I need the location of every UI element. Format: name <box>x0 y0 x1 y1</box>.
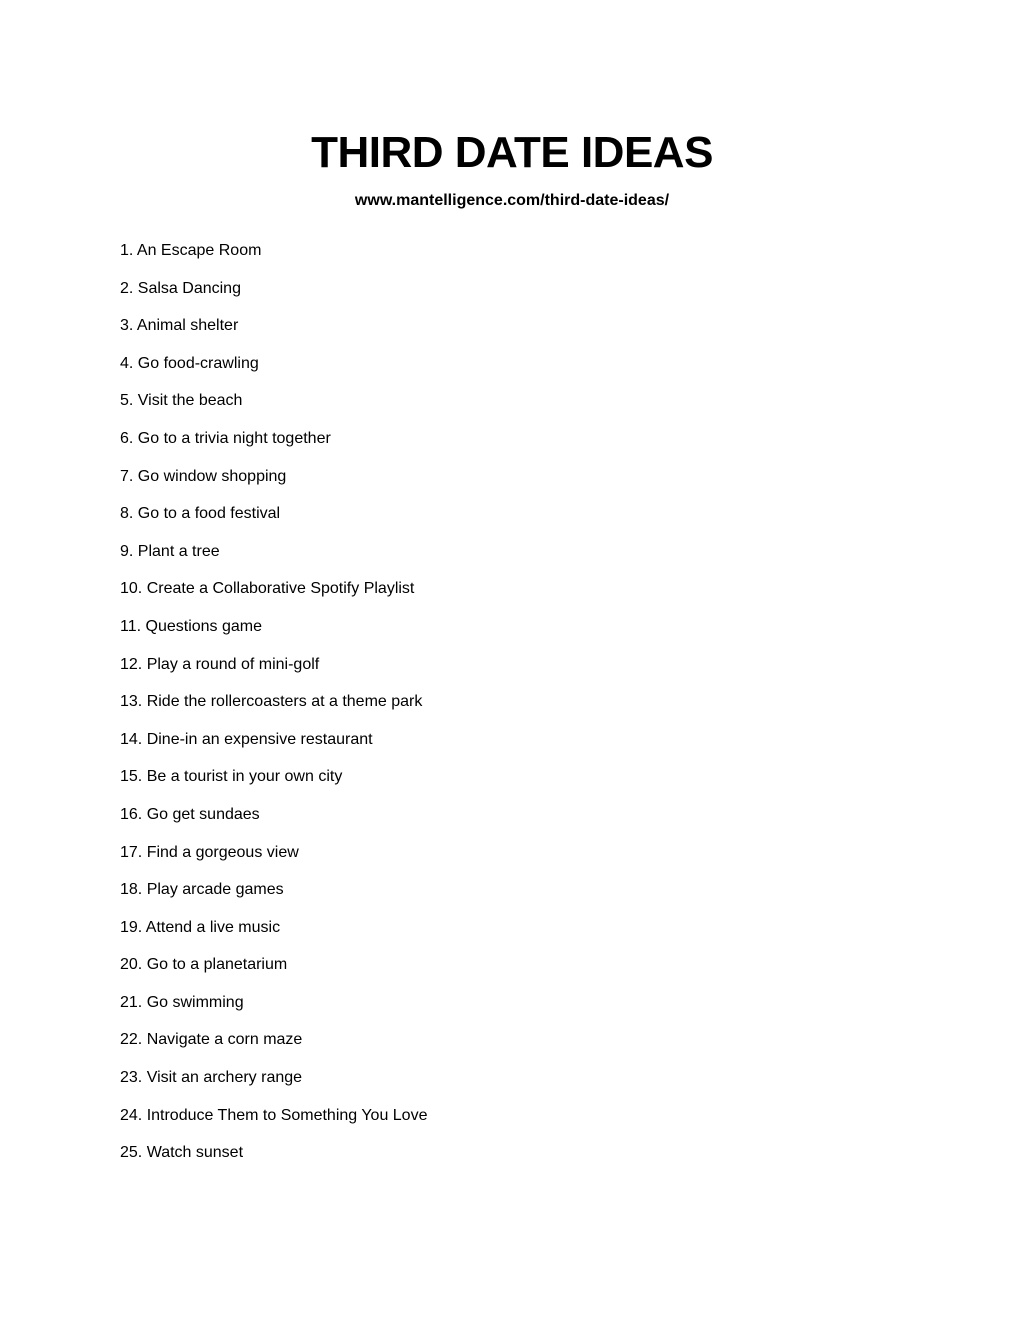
list-item: 24. Introduce Them to Something You Love <box>120 1106 428 1124</box>
list-item: 5. Visit the beach <box>120 392 243 410</box>
list-item: 16. Go get sundaes <box>120 805 260 823</box>
list-item: 7. Go window shopping <box>120 467 287 485</box>
list-item: 8. Go to a food festival <box>120 505 281 523</box>
list-item: 15. Be a tourist in your own city <box>120 768 343 786</box>
list-item: 10. Create a Collaborative Spotify Playlist <box>120 580 415 598</box>
list-item: 17. Find a gorgeous view <box>120 843 299 861</box>
list-item: 25. Watch sunset <box>120 1144 244 1162</box>
list-item: 4. Go food-crawling <box>120 354 259 372</box>
list-item: 18. Play arcade games <box>120 881 284 899</box>
list-item: 22. Navigate a corn maze <box>120 1031 303 1049</box>
list-item: 12. Play a round of mini-golf <box>120 655 320 673</box>
list-item: 6. Go to a trivia night together <box>120 429 331 447</box>
list-item: 14. Dine-in an expensive restaurant <box>120 730 373 748</box>
list-item: 13. Ride the rollercoasters at a theme park <box>120 693 423 711</box>
list-item: 11. Questions game <box>120 617 263 635</box>
page-title: THIRD DATE IDEAS <box>311 128 713 177</box>
list-item: 3. Animal shelter <box>120 317 239 335</box>
source-url: www.mantelligence.com/third-date-ideas/ <box>354 192 670 209</box>
list-item: 1. An Escape Room <box>120 242 262 259</box>
list-item: 23. Visit an archery range <box>120 1069 303 1087</box>
list-item: 21. Go swimming <box>120 993 244 1011</box>
list-item: 20. Go to a planetarium <box>120 956 288 974</box>
list-item: 19. Attend a live music <box>120 918 281 936</box>
list-item: 9. Plant a tree <box>120 542 220 560</box>
idea-list <box>120 240 427 1180</box>
list-item: 2. Salsa Dancing <box>120 279 241 297</box>
